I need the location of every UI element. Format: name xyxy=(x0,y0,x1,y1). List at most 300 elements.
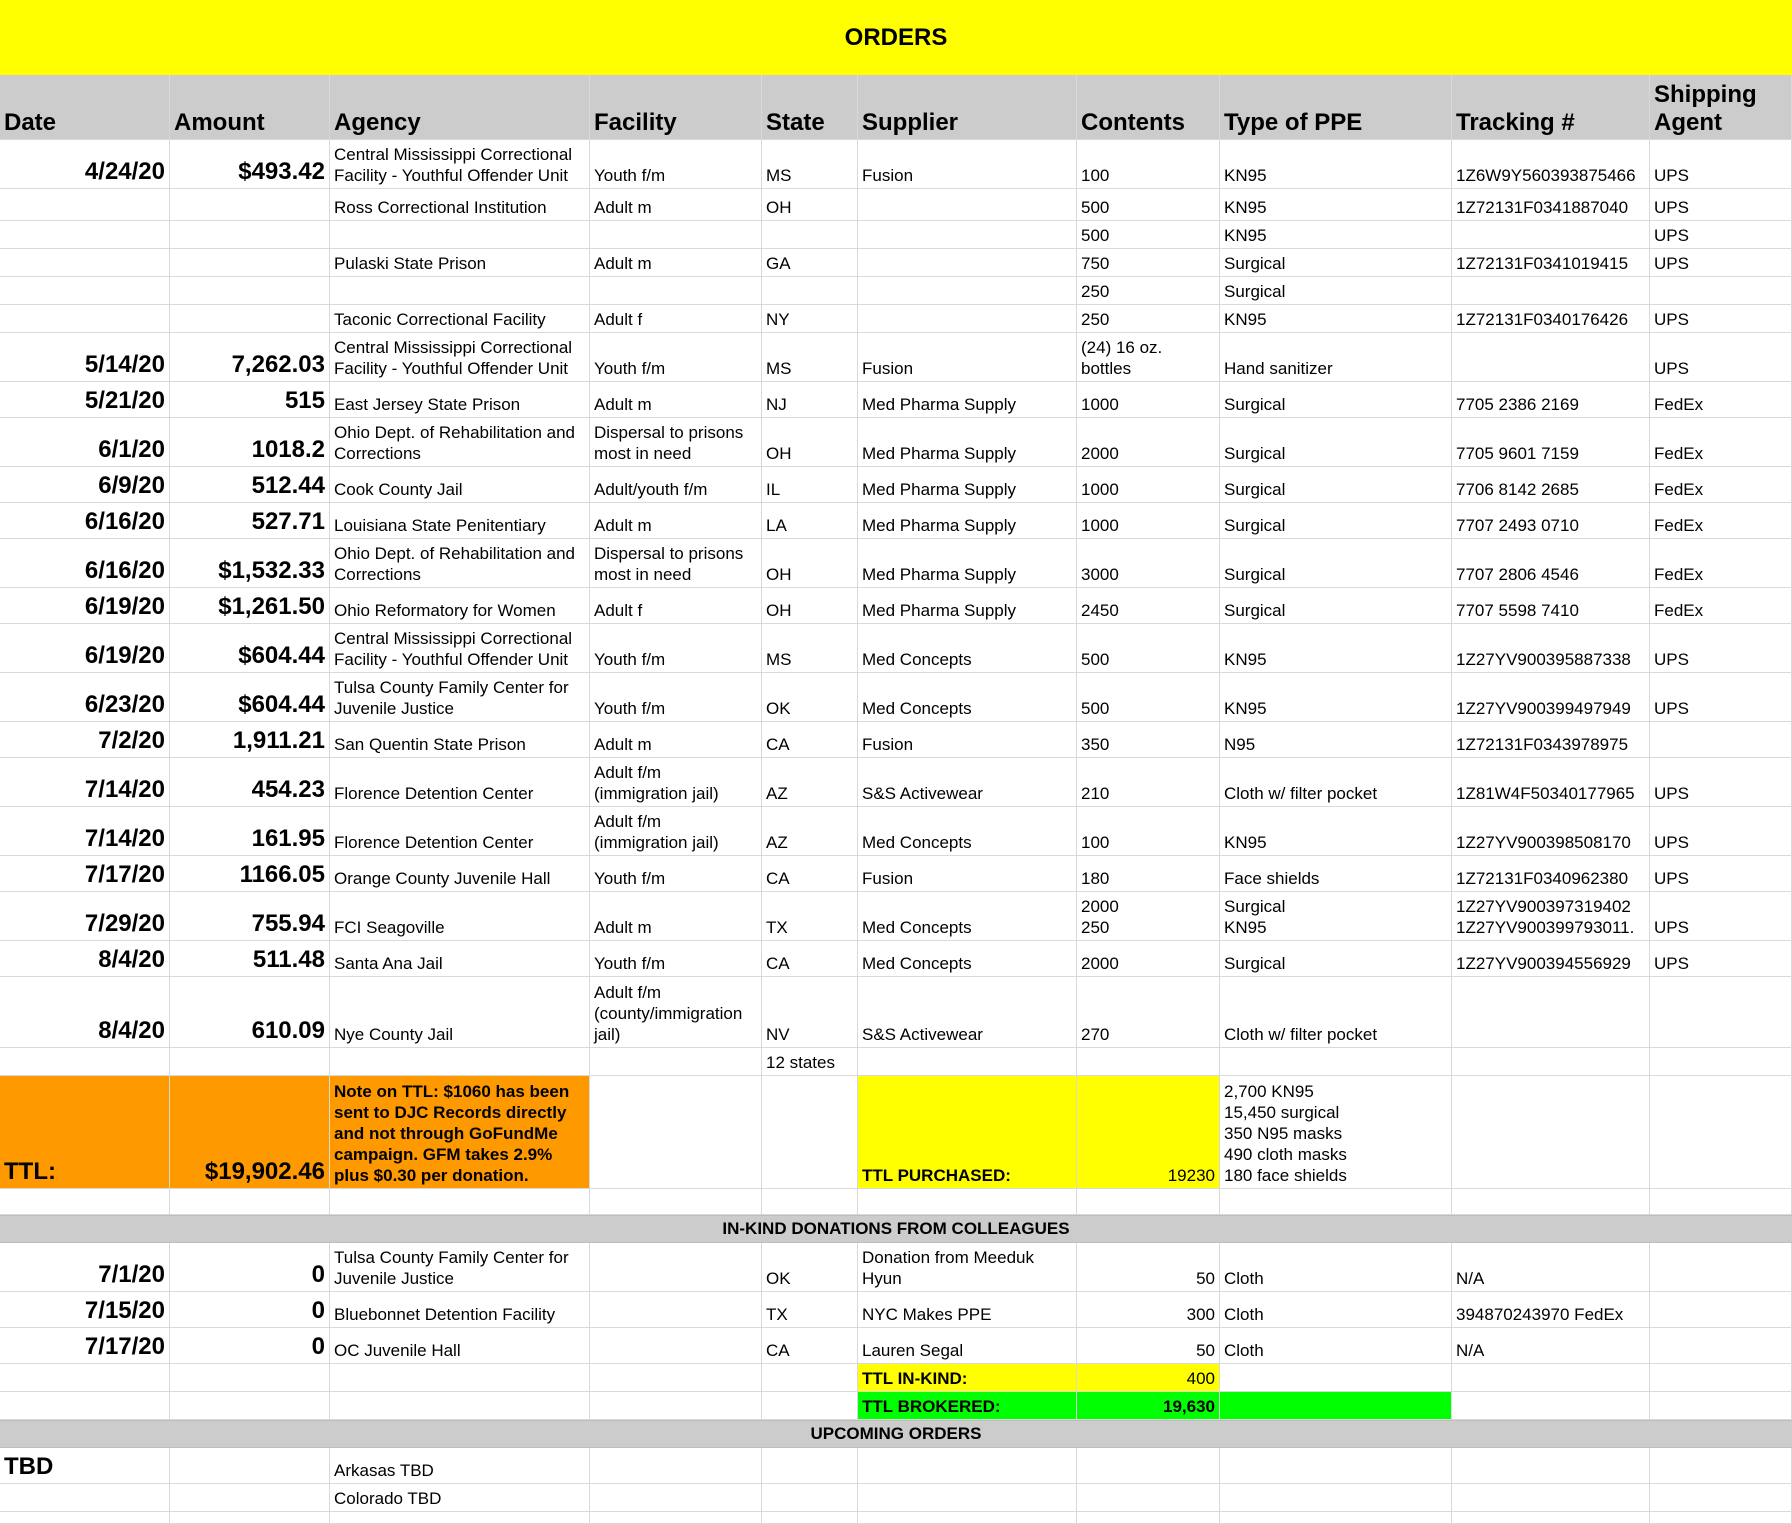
order-ppe-cell[interactable]: Face shields xyxy=(1220,856,1452,892)
order-agent-cell[interactable]: UPS xyxy=(1650,807,1792,856)
order-date-cell[interactable]: 6/16/20 xyxy=(0,539,170,588)
order-agent-cell[interactable]: UPS xyxy=(1650,249,1792,277)
order-facility-cell[interactable]: Adult f/m (immigration jail) xyxy=(590,807,762,856)
order-agent-cell[interactable] xyxy=(1650,277,1792,305)
order-contents-cell[interactable]: 250 xyxy=(1077,305,1220,333)
order-amount-cell[interactable]: 454.23 xyxy=(170,758,330,807)
order-supplier-cell[interactable]: Med Pharma Supply xyxy=(858,588,1077,624)
order-amount-cell[interactable]: $1,261.50 xyxy=(170,588,330,624)
order-facility-cell[interactable]: Youth f/m xyxy=(590,140,762,189)
order-facility-cell[interactable]: Adult/youth f/m xyxy=(590,467,762,503)
order-supplier-cell[interactable] xyxy=(858,249,1077,277)
total-empty-cell[interactable] xyxy=(590,1076,762,1189)
summary-state-cell[interactable]: 12 states xyxy=(762,1048,858,1076)
summary-date-cell[interactable] xyxy=(0,1048,170,1076)
order-agent-cell[interactable]: UPS xyxy=(1650,140,1792,189)
inkind-agency-cell[interactable]: Tulsa County Family Center for Juvenile Justice xyxy=(330,1243,590,1292)
order-contents-cell[interactable]: 350 xyxy=(1077,722,1220,758)
order-supplier-cell[interactable] xyxy=(858,277,1077,305)
order-date-cell[interactable]: 6/16/20 xyxy=(0,503,170,539)
order-facility-cell[interactable] xyxy=(590,221,762,249)
inkind-facility-cell[interactable] xyxy=(590,1328,762,1364)
order-supplier-cell[interactable]: S&S Activewear xyxy=(858,977,1077,1048)
blank-cell[interactable] xyxy=(170,1189,330,1215)
order-supplier-cell[interactable]: Fusion xyxy=(858,722,1077,758)
order-tracking-cell[interactable]: 1Z72131F0343978975 xyxy=(1452,722,1650,758)
column-header-state[interactable]: State xyxy=(762,75,858,140)
order-ppe-cell[interactable]: Surgical xyxy=(1220,941,1452,977)
order-agency-cell[interactable]: Ohio Dept. of Rehabilitation and Corrections xyxy=(330,418,590,467)
order-date-cell[interactable] xyxy=(0,221,170,249)
order-tracking-cell[interactable]: 1Z27YV900399497949 xyxy=(1452,673,1650,722)
order-facility-cell[interactable]: Dispersal to prisons most in need xyxy=(590,418,762,467)
order-amount-cell[interactable]: 1,911.21 xyxy=(170,722,330,758)
order-supplier-cell[interactable]: Fusion xyxy=(858,140,1077,189)
inkind-amount-cell[interactable]: 0 xyxy=(170,1328,330,1364)
inkind-ppe-cell[interactable]: Cloth xyxy=(1220,1292,1452,1328)
order-tracking-cell[interactable]: 1Z27YV900397319402 1Z27YV900399793011. xyxy=(1452,892,1650,941)
order-agent-cell[interactable]: UPS xyxy=(1650,333,1792,382)
order-state-cell[interactable]: OH xyxy=(762,418,858,467)
upcoming-agent-cell[interactable] xyxy=(1650,1484,1792,1512)
column-header-contents[interactable]: Contents xyxy=(1077,75,1220,140)
blank-cell[interactable] xyxy=(762,1189,858,1215)
order-agent-cell[interactable]: UPS xyxy=(1650,892,1792,941)
order-state-cell[interactable] xyxy=(762,221,858,249)
order-contents-cell[interactable]: 210 xyxy=(1077,758,1220,807)
order-tracking-cell[interactable] xyxy=(1452,333,1650,382)
blank-cell[interactable] xyxy=(330,1512,590,1524)
order-tracking-cell[interactable]: 1Z27YV900398508170 xyxy=(1452,807,1650,856)
order-amount-cell[interactable]: 755.94 xyxy=(170,892,330,941)
inkind-total-cell[interactable] xyxy=(590,1364,762,1392)
order-state-cell[interactable]: OH xyxy=(762,588,858,624)
order-state-cell[interactable]: AZ xyxy=(762,807,858,856)
order-state-cell[interactable]: CA xyxy=(762,856,858,892)
order-ppe-cell[interactable]: Surgical xyxy=(1220,539,1452,588)
order-tracking-cell[interactable]: 1Z72131F0340176426 xyxy=(1452,305,1650,333)
order-agent-cell[interactable]: UPS xyxy=(1650,673,1792,722)
order-tracking-cell[interactable]: 7707 5598 7410 xyxy=(1452,588,1650,624)
order-facility-cell[interactable]: Adult f xyxy=(590,305,762,333)
order-facility-cell[interactable]: Adult m xyxy=(590,892,762,941)
order-agency-cell[interactable]: Pulaski State Prison xyxy=(330,249,590,277)
order-supplier-cell[interactable]: Med Pharma Supply xyxy=(858,503,1077,539)
order-facility-cell[interactable]: Youth f/m xyxy=(590,856,762,892)
inkind-supplier-cell[interactable]: Lauren Segal xyxy=(858,1328,1077,1364)
inkind-date-cell[interactable]: 7/15/20 xyxy=(0,1292,170,1328)
order-agency-cell[interactable]: Tulsa County Family Center for Juvenile Justice xyxy=(330,673,590,722)
order-supplier-cell[interactable]: Med Pharma Supply xyxy=(858,539,1077,588)
ttl-brokered-label[interactable]: TTL BROKERED: xyxy=(858,1392,1077,1420)
inkind-contents-cell[interactable]: 50 xyxy=(1077,1328,1220,1364)
order-contents-cell[interactable]: 2000 xyxy=(1077,418,1220,467)
upcoming-date-cell[interactable] xyxy=(0,1484,170,1512)
order-facility-cell[interactable]: Youth f/m xyxy=(590,941,762,977)
order-agent-cell[interactable]: UPS xyxy=(1650,758,1792,807)
inkind-ppe-cell[interactable]: Cloth xyxy=(1220,1328,1452,1364)
order-ppe-cell[interactable]: Surgical xyxy=(1220,467,1452,503)
order-agent-cell[interactable] xyxy=(1650,722,1792,758)
total-empty-cell[interactable] xyxy=(1650,1076,1792,1189)
order-amount-cell[interactable]: $604.44 xyxy=(170,624,330,673)
summary-amount-cell[interactable] xyxy=(170,1048,330,1076)
order-agency-cell[interactable]: Santa Ana Jail xyxy=(330,941,590,977)
order-state-cell[interactable]: OH xyxy=(762,189,858,221)
order-ppe-cell[interactable]: Surgical xyxy=(1220,588,1452,624)
upcoming-tracking-cell[interactable] xyxy=(1452,1448,1650,1484)
order-ppe-cell[interactable]: KN95 xyxy=(1220,189,1452,221)
order-amount-cell[interactable] xyxy=(170,249,330,277)
order-amount-cell[interactable] xyxy=(170,277,330,305)
order-tracking-cell[interactable]: 1Z72131F0341887040 xyxy=(1452,189,1650,221)
order-date-cell[interactable]: 7/2/20 xyxy=(0,722,170,758)
order-agent-cell[interactable]: UPS xyxy=(1650,221,1792,249)
order-amount-cell[interactable]: $604.44 xyxy=(170,673,330,722)
order-agency-cell[interactable]: Taconic Correctional Facility xyxy=(330,305,590,333)
order-agent-cell[interactable]: FedEx xyxy=(1650,467,1792,503)
order-agency-cell[interactable]: Ohio Reformatory for Women xyxy=(330,588,590,624)
order-agent-cell[interactable]: UPS xyxy=(1650,305,1792,333)
order-supplier-cell[interactable]: Med Pharma Supply xyxy=(858,382,1077,418)
order-state-cell[interactable]: LA xyxy=(762,503,858,539)
order-facility-cell[interactable]: Dispersal to prisons most in need xyxy=(590,539,762,588)
order-state-cell[interactable]: OH xyxy=(762,539,858,588)
order-contents-cell[interactable]: 270 xyxy=(1077,977,1220,1048)
order-state-cell[interactable]: NY xyxy=(762,305,858,333)
total-label[interactable]: TTL: xyxy=(0,1076,170,1189)
upcoming-ppe-cell[interactable] xyxy=(1220,1484,1452,1512)
order-supplier-cell[interactable]: Med Concepts xyxy=(858,673,1077,722)
order-date-cell[interactable]: 6/9/20 xyxy=(0,467,170,503)
inkind-contents-cell[interactable]: 300 xyxy=(1077,1292,1220,1328)
order-tracking-cell[interactable] xyxy=(1452,977,1650,1048)
order-facility-cell[interactable]: Adult m xyxy=(590,249,762,277)
order-date-cell[interactable]: 8/4/20 xyxy=(0,941,170,977)
brokered-total-cell[interactable] xyxy=(590,1392,762,1420)
inkind-tracking-cell[interactable]: N/A xyxy=(1452,1243,1650,1292)
order-date-cell[interactable]: 7/29/20 xyxy=(0,892,170,941)
column-header-supplier[interactable]: Supplier xyxy=(858,75,1077,140)
summary-ppe-cell[interactable] xyxy=(1220,1048,1452,1076)
order-ppe-cell[interactable]: Surgical xyxy=(1220,277,1452,305)
inkind-state-cell[interactable]: OK xyxy=(762,1243,858,1292)
upcoming-state-cell[interactable] xyxy=(762,1448,858,1484)
blank-cell[interactable] xyxy=(590,1512,762,1524)
order-contents-cell[interactable]: 500 xyxy=(1077,624,1220,673)
order-agency-cell[interactable]: Louisiana State Penitentiary xyxy=(330,503,590,539)
ttl-purchased-value[interactable]: 19230 xyxy=(1077,1076,1220,1189)
summary-agent-cell[interactable] xyxy=(1650,1048,1792,1076)
order-amount-cell[interactable]: 527.71 xyxy=(170,503,330,539)
order-contents-cell[interactable]: 100 xyxy=(1077,140,1220,189)
order-contents-cell[interactable]: 180 xyxy=(1077,856,1220,892)
order-date-cell[interactable] xyxy=(0,189,170,221)
order-tracking-cell[interactable] xyxy=(1452,277,1650,305)
brokered-total-cell[interactable] xyxy=(170,1392,330,1420)
blank-cell[interactable] xyxy=(1650,1189,1792,1215)
order-contents-cell[interactable]: 3000 xyxy=(1077,539,1220,588)
order-ppe-cell[interactable]: Cloth w/ filter pocket xyxy=(1220,977,1452,1048)
order-amount-cell[interactable] xyxy=(170,305,330,333)
order-state-cell[interactable]: OK xyxy=(762,673,858,722)
order-tracking-cell[interactable]: 7707 2806 4546 xyxy=(1452,539,1650,588)
order-state-cell[interactable]: NJ xyxy=(762,382,858,418)
blank-cell[interactable] xyxy=(1452,1512,1650,1524)
summary-tracking-cell[interactable] xyxy=(1452,1048,1650,1076)
order-date-cell[interactable]: 5/21/20 xyxy=(0,382,170,418)
order-contents-cell[interactable]: 2000 250 xyxy=(1077,892,1220,941)
order-date-cell[interactable]: 5/14/20 xyxy=(0,333,170,382)
order-state-cell[interactable]: NV xyxy=(762,977,858,1048)
order-date-cell[interactable]: 6/1/20 xyxy=(0,418,170,467)
inkind-tracking-cell[interactable]: 394870243970 FedEx xyxy=(1452,1292,1650,1328)
ppe-breakdown[interactable]: 2,700 KN95 15,450 surgical 350 N95 masks 490 cloth masks 180 face shields xyxy=(1220,1076,1452,1189)
inkind-tracking-cell[interactable]: N/A xyxy=(1452,1328,1650,1364)
order-agency-cell[interactable] xyxy=(330,221,590,249)
order-ppe-cell[interactable]: KN95 xyxy=(1220,140,1452,189)
inkind-total-cell[interactable] xyxy=(762,1364,858,1392)
order-agent-cell[interactable]: FedEx xyxy=(1650,503,1792,539)
inkind-agent-cell[interactable] xyxy=(1650,1328,1792,1364)
order-date-cell[interactable]: 6/23/20 xyxy=(0,673,170,722)
order-ppe-cell[interactable]: KN95 xyxy=(1220,673,1452,722)
inkind-agent-cell[interactable] xyxy=(1650,1243,1792,1292)
order-amount-cell[interactable]: $1,532.33 xyxy=(170,539,330,588)
order-amount-cell[interactable] xyxy=(170,189,330,221)
order-date-cell[interactable]: 7/14/20 xyxy=(0,758,170,807)
upcoming-amount-cell[interactable] xyxy=(170,1484,330,1512)
order-ppe-cell[interactable]: KN95 xyxy=(1220,624,1452,673)
ttl-brokered-value[interactable]: 19,630 xyxy=(1077,1392,1220,1420)
order-date-cell[interactable]: 7/14/20 xyxy=(0,807,170,856)
inkind-facility-cell[interactable] xyxy=(590,1292,762,1328)
total-note[interactable]: Note on TTL: $1060 has been sent to DJC Records directly and not through GoFundMe campaign. GFM takes 2.9% plus $0.30 per donation. xyxy=(330,1076,590,1189)
inkind-ppe-cell[interactable]: Cloth xyxy=(1220,1243,1452,1292)
order-ppe-cell[interactable]: Surgical xyxy=(1220,503,1452,539)
blank-cell[interactable] xyxy=(858,1189,1077,1215)
order-ppe-cell[interactable]: Surgical KN95 xyxy=(1220,892,1452,941)
order-ppe-cell[interactable]: Surgical xyxy=(1220,382,1452,418)
order-agency-cell[interactable]: San Quentin State Prison xyxy=(330,722,590,758)
inkind-supplier-cell[interactable]: NYC Makes PPE xyxy=(858,1292,1077,1328)
blank-cell[interactable] xyxy=(170,1512,330,1524)
blank-cell[interactable] xyxy=(0,1189,170,1215)
order-amount-cell[interactable]: 1018.2 xyxy=(170,418,330,467)
order-facility-cell[interactable]: Adult m xyxy=(590,189,762,221)
upcoming-supplier-cell[interactable] xyxy=(858,1448,1077,1484)
blank-cell[interactable] xyxy=(1452,1189,1650,1215)
order-date-cell[interactable]: 8/4/20 xyxy=(0,977,170,1048)
blank-cell[interactable] xyxy=(858,1512,1077,1524)
order-amount-cell[interactable]: 7,262.03 xyxy=(170,333,330,382)
inkind-total-cell[interactable] xyxy=(170,1364,330,1392)
blank-cell[interactable] xyxy=(1650,1512,1792,1524)
inkind-contents-cell[interactable]: 50 xyxy=(1077,1243,1220,1292)
ttl-inkind-label[interactable]: TTL IN-KIND: xyxy=(858,1364,1077,1392)
column-header-ppe[interactable]: Type of PPE xyxy=(1220,75,1452,140)
inkind-agent-cell[interactable] xyxy=(1650,1292,1792,1328)
order-agency-cell[interactable]: East Jersey State Prison xyxy=(330,382,590,418)
order-ppe-cell[interactable]: Surgical xyxy=(1220,418,1452,467)
order-state-cell[interactable] xyxy=(762,277,858,305)
order-amount-cell[interactable]: 515 xyxy=(170,382,330,418)
order-contents-cell[interactable]: (24) 16 oz. bottles xyxy=(1077,333,1220,382)
upcoming-facility-cell[interactable] xyxy=(590,1484,762,1512)
inkind-amount-cell[interactable]: 0 xyxy=(170,1243,330,1292)
blank-cell[interactable] xyxy=(590,1189,762,1215)
order-date-cell[interactable]: 6/19/20 xyxy=(0,588,170,624)
blank-cell[interactable] xyxy=(762,1512,858,1524)
order-amount-cell[interactable]: 511.48 xyxy=(170,941,330,977)
order-state-cell[interactable]: GA xyxy=(762,249,858,277)
upcoming-agent-cell[interactable] xyxy=(1650,1448,1792,1484)
order-state-cell[interactable]: CA xyxy=(762,722,858,758)
order-agent-cell[interactable]: FedEx xyxy=(1650,382,1792,418)
column-header-tracking[interactable]: Tracking # xyxy=(1452,75,1650,140)
brokered-total-cell[interactable] xyxy=(1650,1392,1792,1420)
inkind-state-cell[interactable]: TX xyxy=(762,1292,858,1328)
order-agent-cell[interactable]: UPS xyxy=(1650,856,1792,892)
order-agency-cell[interactable]: Ross Correctional Institution xyxy=(330,189,590,221)
order-facility-cell[interactable]: Adult m xyxy=(590,382,762,418)
order-state-cell[interactable]: MS xyxy=(762,624,858,673)
upcoming-contents-cell[interactable] xyxy=(1077,1484,1220,1512)
order-agency-cell[interactable]: Ohio Dept. of Rehabilitation and Corrections xyxy=(330,539,590,588)
order-contents-cell[interactable]: 1000 xyxy=(1077,382,1220,418)
order-tracking-cell[interactable]: 1Z27YV900394556929 xyxy=(1452,941,1650,977)
order-agency-cell[interactable]: Florence Detention Center xyxy=(330,807,590,856)
upcoming-facility-cell[interactable] xyxy=(590,1448,762,1484)
order-state-cell[interactable]: AZ xyxy=(762,758,858,807)
order-supplier-cell[interactable] xyxy=(858,305,1077,333)
order-facility-cell[interactable] xyxy=(590,277,762,305)
order-date-cell[interactable]: 4/24/20 xyxy=(0,140,170,189)
order-contents-cell[interactable]: 1000 xyxy=(1077,503,1220,539)
order-contents-cell[interactable]: 1000 xyxy=(1077,467,1220,503)
order-state-cell[interactable]: IL xyxy=(762,467,858,503)
column-header-agent[interactable]: Shipping Agent xyxy=(1650,75,1792,140)
inkind-agency-cell[interactable]: OC Juvenile Hall xyxy=(330,1328,590,1364)
order-supplier-cell[interactable]: Med Concepts xyxy=(858,807,1077,856)
order-agency-cell[interactable]: Central Mississippi Correctional Facility - Youthful Offender Unit xyxy=(330,333,590,382)
total-amount[interactable]: $19,902.46 xyxy=(170,1076,330,1189)
summary-supplier-cell[interactable] xyxy=(858,1048,1077,1076)
order-facility-cell[interactable]: Adult f/m (county/immigration jail) xyxy=(590,977,762,1048)
inkind-state-cell[interactable]: CA xyxy=(762,1328,858,1364)
inkind-total-cell[interactable] xyxy=(0,1364,170,1392)
blank-cell[interactable] xyxy=(1220,1189,1452,1215)
blank-cell[interactable] xyxy=(1077,1189,1220,1215)
order-supplier-cell[interactable] xyxy=(858,221,1077,249)
column-header-date[interactable]: Date xyxy=(0,75,170,140)
order-agent-cell[interactable] xyxy=(1650,977,1792,1048)
order-ppe-cell[interactable]: N95 xyxy=(1220,722,1452,758)
order-ppe-cell[interactable]: KN95 xyxy=(1220,305,1452,333)
order-contents-cell[interactable]: 100 xyxy=(1077,807,1220,856)
inkind-amount-cell[interactable]: 0 xyxy=(170,1292,330,1328)
order-facility-cell[interactable]: Youth f/m xyxy=(590,624,762,673)
order-supplier-cell[interactable]: Fusion xyxy=(858,333,1077,382)
order-contents-cell[interactable]: 2450 xyxy=(1077,588,1220,624)
upcoming-contents-cell[interactable] xyxy=(1077,1448,1220,1484)
order-tracking-cell[interactable]: 7707 2493 0710 xyxy=(1452,503,1650,539)
order-tracking-cell[interactable]: 7706 8142 2685 xyxy=(1452,467,1650,503)
order-ppe-cell[interactable]: KN95 xyxy=(1220,807,1452,856)
order-tracking-cell[interactable]: 1Z72131F0341019415 xyxy=(1452,249,1650,277)
order-supplier-cell[interactable]: Med Pharma Supply xyxy=(858,467,1077,503)
ttl-inkind-value[interactable]: 400 xyxy=(1077,1364,1220,1392)
order-agency-cell[interactable]: Central Mississippi Correctional Facility - Youthful Offender Unit xyxy=(330,140,590,189)
order-amount-cell[interactable]: 161.95 xyxy=(170,807,330,856)
order-agency-cell[interactable]: Nye County Jail xyxy=(330,977,590,1048)
order-amount-cell[interactable]: 610.09 xyxy=(170,977,330,1048)
order-facility-cell[interactable]: Adult m xyxy=(590,722,762,758)
order-agency-cell[interactable]: Florence Detention Center xyxy=(330,758,590,807)
order-agency-cell[interactable]: Orange County Juvenile Hall xyxy=(330,856,590,892)
order-date-cell[interactable] xyxy=(0,305,170,333)
order-tracking-cell[interactable]: 1Z27YV900395887338 xyxy=(1452,624,1650,673)
column-header-amount[interactable]: Amount xyxy=(170,75,330,140)
inkind-supplier-cell[interactable]: Donation from Meeduk Hyun xyxy=(858,1243,1077,1292)
upcoming-supplier-cell[interactable] xyxy=(858,1484,1077,1512)
order-state-cell[interactable]: MS xyxy=(762,140,858,189)
order-agent-cell[interactable]: FedEx xyxy=(1650,588,1792,624)
upcoming-agency[interactable]: Colorado TBD xyxy=(330,1484,590,1512)
order-contents-cell[interactable]: 750 xyxy=(1077,249,1220,277)
order-facility-cell[interactable]: Youth f/m xyxy=(590,673,762,722)
order-contents-cell[interactable]: 500 xyxy=(1077,221,1220,249)
order-agent-cell[interactable]: UPS xyxy=(1650,624,1792,673)
upcoming-tbd[interactable]: TBD xyxy=(0,1448,170,1484)
order-tracking-cell[interactable] xyxy=(1452,221,1650,249)
brokered-total-cell[interactable] xyxy=(330,1392,590,1420)
total-empty-cell[interactable] xyxy=(762,1076,858,1189)
order-ppe-cell[interactable]: Cloth w/ filter pocket xyxy=(1220,758,1452,807)
order-tracking-cell[interactable]: 1Z6W9Y560393875466 xyxy=(1452,140,1650,189)
order-agent-cell[interactable]: FedEx xyxy=(1650,539,1792,588)
order-facility-cell[interactable]: Adult f xyxy=(590,588,762,624)
order-date-cell[interactable]: 6/19/20 xyxy=(0,624,170,673)
order-supplier-cell[interactable]: Med Concepts xyxy=(858,624,1077,673)
column-header-agency[interactable]: Agency xyxy=(330,75,590,140)
order-agency-cell[interactable]: FCI Seagoville xyxy=(330,892,590,941)
order-amount-cell[interactable] xyxy=(170,221,330,249)
column-header-facility[interactable]: Facility xyxy=(590,75,762,140)
order-agency-cell[interactable]: Cook County Jail xyxy=(330,467,590,503)
order-amount-cell[interactable]: $493.42 xyxy=(170,140,330,189)
ttl-purchased-label[interactable]: TTL PURCHASED: xyxy=(858,1076,1077,1189)
order-supplier-cell[interactable]: Med Concepts xyxy=(858,892,1077,941)
order-state-cell[interactable]: TX xyxy=(762,892,858,941)
order-state-cell[interactable]: MS xyxy=(762,333,858,382)
upcoming-amount-cell[interactable] xyxy=(170,1448,330,1484)
summary-contents-cell[interactable] xyxy=(1077,1048,1220,1076)
order-supplier-cell[interactable]: S&S Activewear xyxy=(858,758,1077,807)
inkind-date-cell[interactable]: 7/1/20 xyxy=(0,1243,170,1292)
order-agent-cell[interactable]: FedEx xyxy=(1650,418,1792,467)
inkind-total-cell[interactable] xyxy=(1452,1364,1650,1392)
blank-cell[interactable] xyxy=(330,1189,590,1215)
upcoming-state-cell[interactable] xyxy=(762,1484,858,1512)
order-contents-cell[interactable]: 250 xyxy=(1077,277,1220,305)
brokered-total-cell[interactable] xyxy=(1452,1392,1650,1420)
blank-cell[interactable] xyxy=(1077,1512,1220,1524)
order-state-cell[interactable]: CA xyxy=(762,941,858,977)
inkind-agency-cell[interactable]: Bluebonnet Detention Facility xyxy=(330,1292,590,1328)
order-contents-cell[interactable]: 500 xyxy=(1077,673,1220,722)
upcoming-ppe-cell[interactable] xyxy=(1220,1448,1452,1484)
